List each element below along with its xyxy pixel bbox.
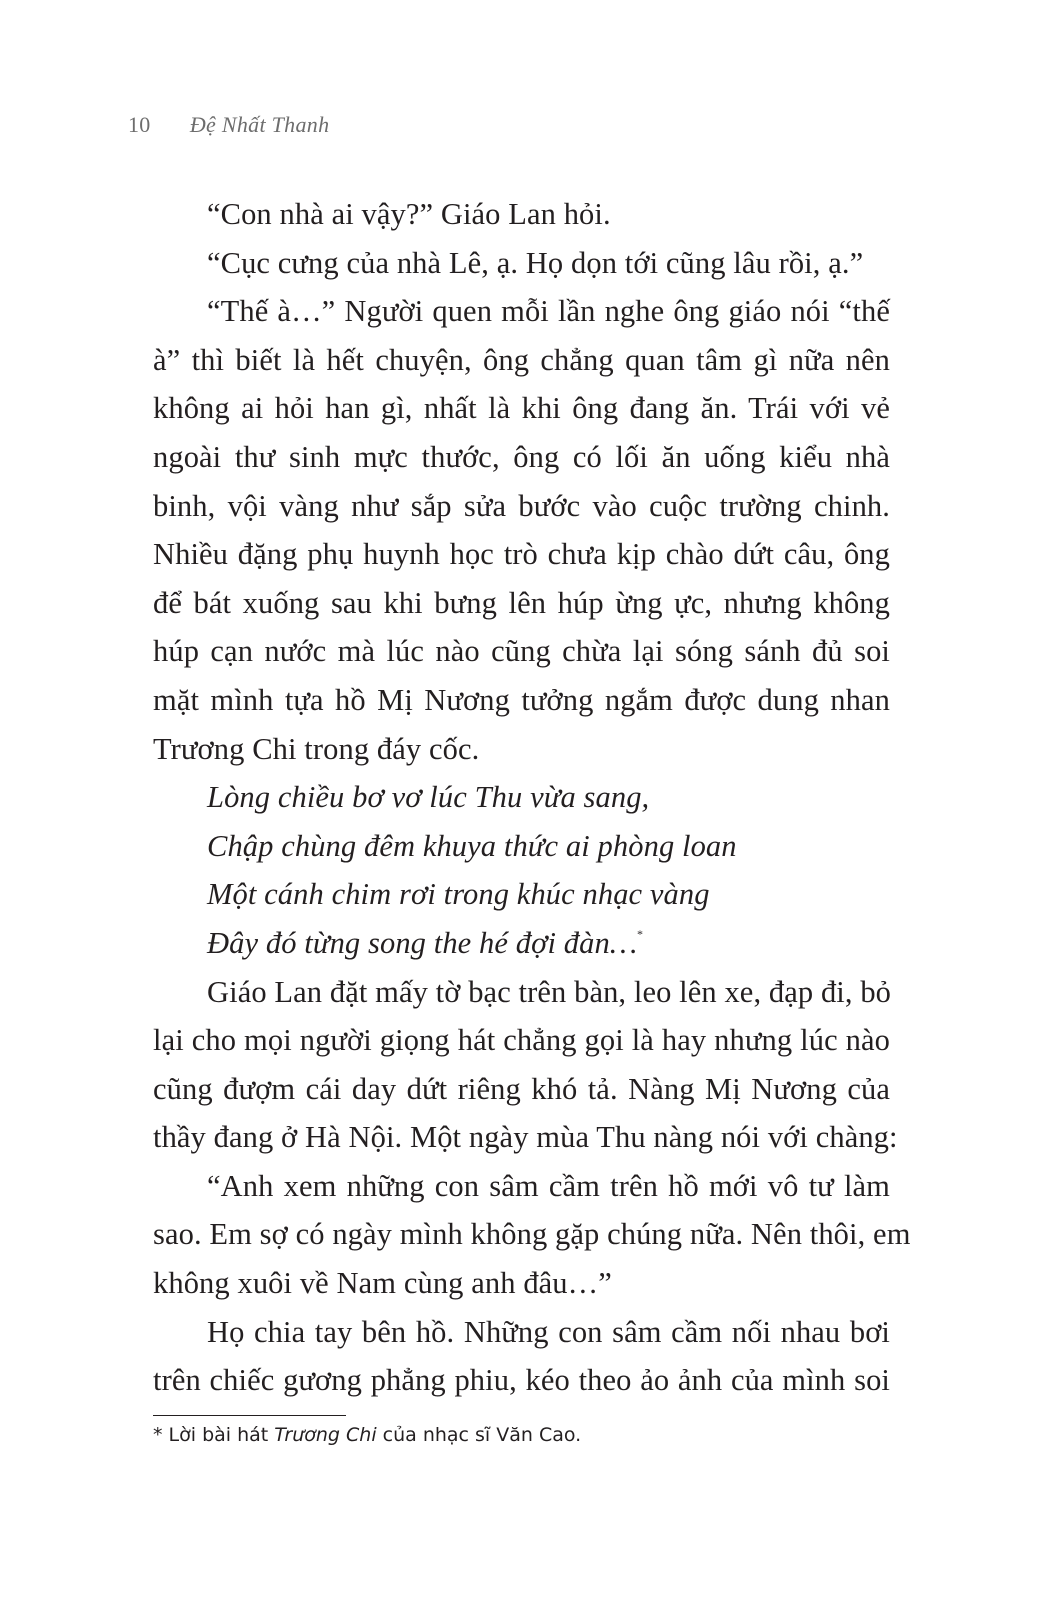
- verse-line-with-footnote: [153, 919, 890, 968]
- paragraph-line: Họ chia tay bên hồ. Những con sâm cầm nối nhau bơi: [207, 1314, 890, 1349]
- paragraph-line: ngoài thư sinh mực thước, ông có lối ăn uống kiểu nhà: [153, 439, 890, 474]
- footnote-prefix: * Lời bài hát: [153, 1424, 275, 1446]
- paragraph-line: Trương Chi trong đáy cốc.: [153, 731, 480, 766]
- paragraph-line: không ai hỏi han gì, nhất là khi ông đang ăn. Trái với vẻ: [153, 391, 890, 426]
- paragraph-line: “Cục cưng của nhà Lê, ạ. Họ dọn tới cũng lâu rồi, ạ.”: [207, 245, 864, 280]
- paragraph-line: húp cạn nước mà lúc nào cũng chừa lại sóng sánh đủ soi: [153, 634, 890, 669]
- page-header: [128, 112, 329, 138]
- paragraph-line: Nhiều đặng phụ huynh học trò chưa kịp chào dứt câu, ông: [153, 537, 890, 572]
- paragraph-line: sao. Em sợ có ngày mình không gặp chúng nữa. Nên thôi, em: [153, 1217, 911, 1252]
- footnote-suffix: của nhạc sĩ Văn Cao.: [376, 1424, 582, 1446]
- paragraph-line: không xuôi về Nam cùng anh đâu…”: [153, 1266, 612, 1301]
- paragraph-line: “Anh xem những con sâm cầm trên hồ mới vô tư làm: [207, 1168, 890, 1203]
- running-title: Đệ Nhất Thanh: [189, 112, 330, 137]
- body-text: [153, 190, 911, 1405]
- paragraph-line: binh, vội vàng như sắp sửa bước vào cuộc trường chinh.: [153, 488, 890, 523]
- paragraph-line: Giáo Lan đặt mấy tờ bạc trên bàn, leo lên xe, đạp đi, bỏ: [207, 974, 892, 1009]
- footnote-marker: *: [637, 926, 644, 941]
- paragraph-line: trên chiếc gương phẳng phiu, kéo theo ảo ảnh của mình soi: [153, 1363, 890, 1398]
- footnote: [153, 1424, 581, 1446]
- paragraph-line: để bát xuống sau khi bưng lên húp ừng ực, nhưng không: [153, 585, 890, 620]
- paragraph-line: “Con nhà ai vậy?” Giáo Lan hỏi.: [207, 197, 611, 231]
- paragraph-line: cũng đượm cái day dứt riêng khó tả. Nàng Mị Nương của: [153, 1071, 890, 1106]
- verse-line: Một cánh chim rơi trong khúc nhạc vàng: [207, 877, 710, 912]
- paragraph-line: mặt mình tựa hồ Mị Nương tưởng ngắm được dung nhan: [153, 682, 890, 717]
- paragraph-line: lại cho mọi người giọng hát chẳng gọi là hay nhưng lúc nào: [153, 1023, 890, 1058]
- paragraph-line: “Thế à…” Người quen mỗi lần nghe ông giáo nói “thế: [207, 294, 890, 329]
- page-number: 10: [128, 112, 151, 137]
- footnote-song-title: Trương Chi: [274, 1424, 377, 1446]
- verse-line-text: Đây đó từng song the hé đợi đàn…: [207, 925, 638, 960]
- paragraph-line: à” thì biết là hết chuyện, ông chẳng quan tâm gì nữa nên: [153, 342, 890, 377]
- footnote-divider: [153, 1415, 346, 1416]
- paragraph-line: thầy đang ở Hà Nội. Một ngày mùa Thu nàng nói với chàng:: [153, 1120, 898, 1155]
- verse-line: Lòng chiều bơ vơ lúc Thu vừa sang,: [207, 780, 650, 815]
- verse-line: Chập chùng đêm khuya thức ai phòng loan: [207, 828, 737, 863]
